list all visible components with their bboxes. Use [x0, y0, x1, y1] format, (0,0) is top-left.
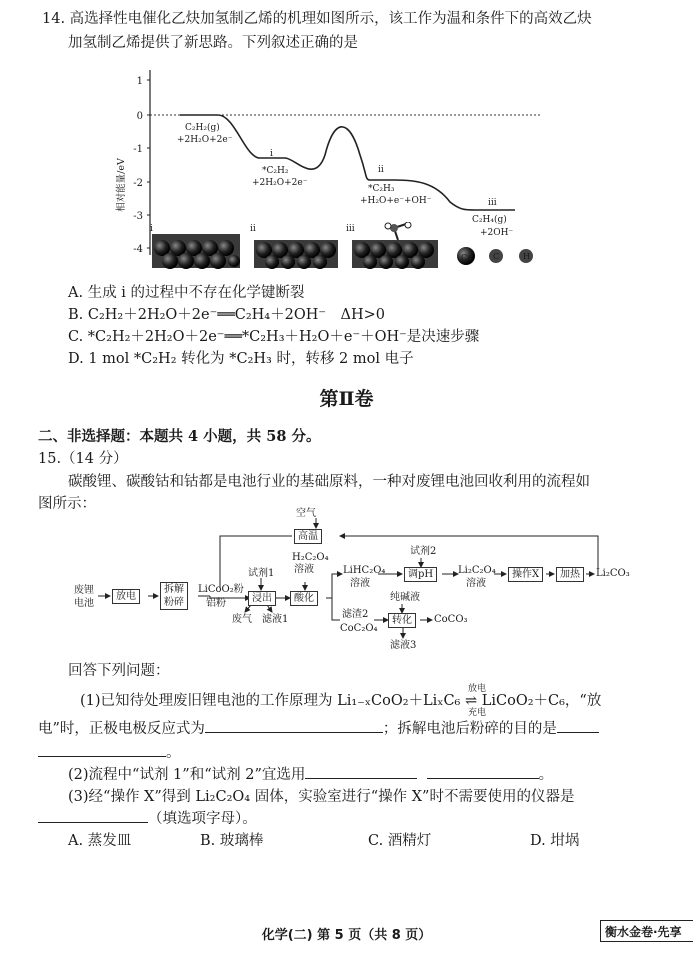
- surface-panel-ii: [254, 240, 338, 269]
- label-reagent2: 试剂2: [410, 546, 437, 557]
- q15-part1-line1: (1)已知待处理废旧锂电池的工作原理为 Li₁₋ₓCoO₂＋LiₓC₆ ⇌ LiCoO₂＋C₆，“放: [80, 693, 602, 709]
- box-acidify: 酸化: [290, 591, 318, 606]
- label-waste-gas: 废气: [232, 614, 252, 625]
- q15-part3-hint: （填选项字母）。: [148, 811, 257, 827]
- surface-panels: [148, 222, 548, 272]
- label-discharge-arrow: 放电: [468, 684, 487, 694]
- q14-option-c[interactable]: C. *C₂H₂＋2H₂O＋2e⁻══*C₂H₃＋H₂O＋e⁻＋OH⁻是决速步骤: [68, 329, 480, 345]
- label-dismantle: 拆解: [164, 584, 184, 595]
- state2-species: *C₂H₃: [368, 184, 395, 194]
- q15-part2-prompt: (2)流程中“试剂 1”和“试剂 2”宜选用: [68, 767, 306, 783]
- panel-label-ii: ii: [250, 224, 256, 234]
- state1-extra: +2H₂O+2e⁻: [252, 178, 308, 188]
- panel-label-i: i: [150, 224, 153, 234]
- page-footer: 化学(二) 第 5 页（共 8 页）: [261, 928, 432, 943]
- process-flowchart: [60, 508, 640, 657]
- answer-blank-reagent1[interactable]: [305, 764, 417, 779]
- q15-part1-line2: [38, 718, 599, 740]
- answer-prompt: 回答下列问题：: [68, 663, 170, 679]
- energy-profile-curve: [180, 115, 515, 210]
- answer-blank-crush-purpose-cont[interactable]: [38, 742, 166, 757]
- q15-option-c[interactable]: C. 酒精灯: [368, 833, 432, 849]
- answer-blank-crush-purpose[interactable]: [557, 718, 599, 733]
- q15-option-b[interactable]: B. 玻璃棒: [200, 833, 264, 849]
- panel-label-iii: iii: [346, 224, 355, 234]
- tick-label-m2: -2: [133, 178, 143, 189]
- box-operation-x: 操作X: [508, 567, 543, 582]
- label-reagent1: 试剂1: [248, 568, 275, 579]
- q15-part1-end: 。: [166, 745, 181, 761]
- surface-panel-i: [152, 234, 240, 269]
- q15-intro-line1: 碳酸锂、碳酸钴和钴都是电池行业的基础原料，一种对废锂电池回收利用的流程如: [68, 474, 590, 490]
- box-discharge: 放电: [112, 589, 140, 604]
- footer-badge: 衡水金卷·先享: [600, 920, 693, 942]
- label-licoo2-powder: LiCoO₂粉: [198, 584, 244, 595]
- tick-label-m3: -3: [133, 211, 143, 222]
- atom-legend: [457, 247, 533, 265]
- answer-blank-cathode[interactable]: [205, 718, 383, 733]
- label-lihc2o4-solution: 溶液: [350, 578, 370, 589]
- legend-h: H: [523, 252, 530, 261]
- part2-heading: 二、非选择题：本题共 4 小题，共 58 分。: [38, 428, 321, 445]
- label-h2c2o4-solution: 溶液: [294, 564, 314, 575]
- tick-label-0: 0: [136, 111, 143, 122]
- tick-label-m1: -1: [133, 144, 143, 155]
- label-crush: 粉碎: [164, 597, 184, 608]
- box-heat: 加热: [556, 567, 584, 582]
- state3-number: iii: [488, 198, 497, 208]
- state0-species: C₂H₂(g): [185, 123, 220, 133]
- answer-blank-instrument[interactable]: [38, 808, 148, 823]
- box-convert: 转化: [388, 613, 416, 628]
- label-coc2o4: CoC₂O₄: [340, 623, 378, 634]
- label-soda-solution: 纯碱液: [390, 592, 420, 603]
- q15-part1-line3: [38, 742, 181, 764]
- box-roast: 高温: [294, 529, 322, 544]
- label-waste-battery-2: 电池: [74, 598, 94, 609]
- label-coco3: CoCO₃: [434, 614, 468, 625]
- q14-option-b[interactable]: B. C₂H₂＋2H₂O＋2e⁻══C₂H₄＋2OH⁻ ΔH>0: [68, 307, 385, 323]
- legend-cu: Cu: [461, 253, 473, 262]
- q15-part2-end: 。: [538, 767, 554, 783]
- q14-stem-line2: 加氢制乙烯提供了新思路。下列叙述正确的是: [68, 35, 358, 51]
- tick-label-m4: -4: [133, 244, 143, 255]
- label-li2c2o4: Li₂C₂O₄: [458, 565, 496, 576]
- q15-intro-line2: 图所示：: [38, 496, 96, 512]
- state3-extra: +2OH⁻: [480, 228, 514, 238]
- label-li2co3: Li₂CO₃: [596, 568, 630, 579]
- label-charge-arrow: 充电: [468, 708, 487, 718]
- q15-part1-crush-prompt: ；拆解电池后粉碎的目的是: [382, 721, 557, 737]
- q15-option-d[interactable]: D. 坩埚: [530, 833, 580, 849]
- label-li2c2o4-solution: 溶液: [466, 578, 486, 589]
- state3-species: C₂H₄(g): [472, 215, 507, 225]
- q15-part1-cathode-prompt: 电”时，正极电极反应式为: [38, 721, 205, 737]
- q14-option-a[interactable]: A. 生成 i 的过程中不存在化学键断裂: [68, 285, 305, 301]
- legend-c: C: [493, 252, 500, 261]
- q15-option-a[interactable]: A. 蒸发皿: [68, 833, 132, 849]
- label-residue2: 滤渣2: [342, 609, 369, 620]
- state2-number: ii: [378, 165, 384, 175]
- q14-stem-line1: 14. 高选择性电催化乙炔加氢制乙烯的机理如图所示，该工作为温和条件下的高效乙炔: [42, 11, 592, 27]
- box-dismantle-crush: [160, 582, 188, 610]
- q15-part2: [68, 764, 553, 786]
- label-filtrate3: 滤液3: [390, 640, 417, 651]
- y-axis-label: 相对能量/eV: [116, 158, 127, 212]
- surface-panel-iii: [352, 222, 438, 269]
- label-lihc2o4: LiHC₂O₄: [343, 565, 386, 576]
- box-adjust-ph: 调pH: [404, 567, 437, 582]
- label-h2c2o4: H₂C₂O₄: [292, 552, 329, 563]
- section-title: 第Ⅱ卷: [319, 388, 374, 410]
- tick-label-1: 1: [136, 76, 143, 87]
- q15-part3-line1: (3)经“操作 X”得到 Li₂C₂O₄ 固体，实验室进行“操作 X”时不需要使用的仪器是: [68, 789, 575, 805]
- label-waste-battery-1: 废锂: [74, 585, 94, 596]
- q15-header: 15.（14 分）: [38, 451, 128, 467]
- label-filtrate1: 滤液1: [262, 614, 289, 625]
- q15-part3-line2: [38, 808, 257, 830]
- label-air: 空气: [296, 508, 316, 519]
- box-leach: 浸出: [248, 591, 276, 606]
- answer-blank-reagent2[interactable]: [427, 764, 539, 779]
- state0-extra: +2H₂O+2e⁻: [177, 135, 233, 145]
- state1-number: i: [270, 149, 273, 159]
- q14-option-d[interactable]: D. 1 mol *C₂H₂ 转化为 *C₂H₃ 时，转移 2 mol 电子: [68, 351, 414, 367]
- state1-species: *C₂H₂: [262, 166, 289, 176]
- label-al-powder: 铝粉: [206, 598, 226, 609]
- state2-extra: +H₂O+e⁻+OH⁻: [360, 196, 432, 206]
